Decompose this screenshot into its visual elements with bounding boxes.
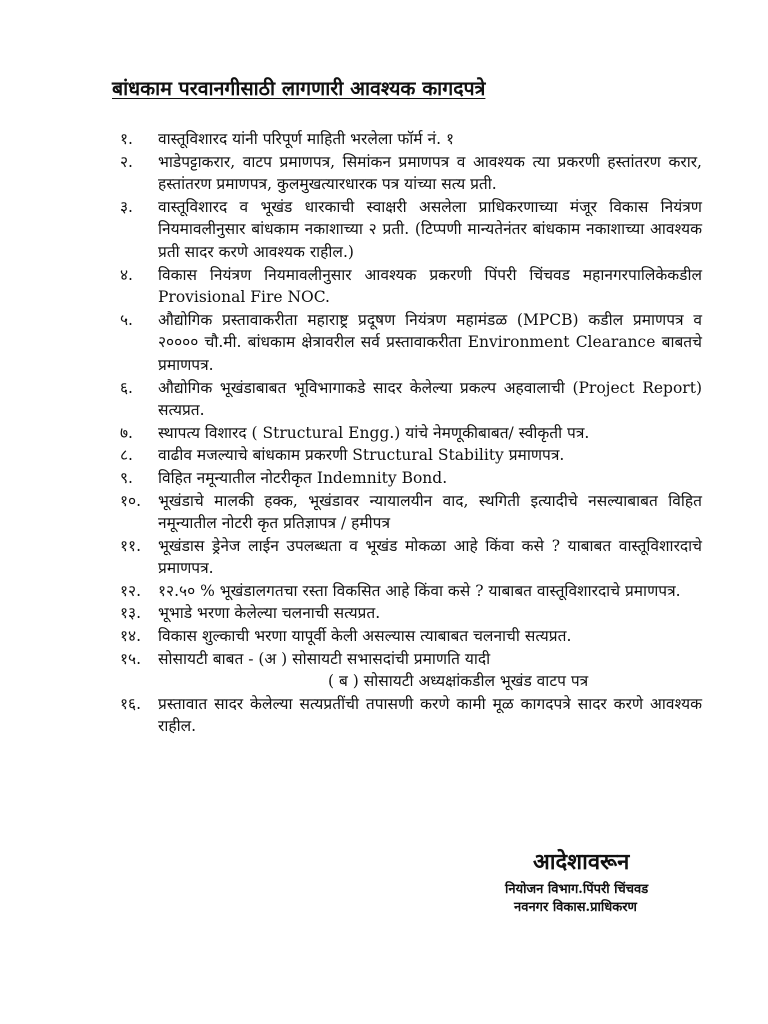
- page-title: बांधकाम परवानगीसाठी लागणारी आवश्यक कागदपत्रे: [112, 77, 486, 100]
- list-item: [120, 467, 702, 490]
- list-item-text: औद्योगिक भूखंडाबाबत भूविभागाकडे सादर केलेल्या प्रकल्प अहवालाची (Project Report) सत्यप्रत.: [158, 378, 702, 420]
- list-item: [120, 693, 702, 738]
- list-item: [120, 602, 702, 625]
- list-item-number: ६.: [120, 378, 133, 397]
- list-item-number: १.: [120, 130, 133, 148]
- list-item: [120, 377, 702, 422]
- list-item: [120, 151, 702, 196]
- list-item-text: प्रस्तावात सादर केलेल्या सत्यप्रतींची तपासणी करणे कामी मूळ कागदपत्रे सादर करणे आवश्यक राहील.: [158, 694, 702, 736]
- list-item-number: ७.: [120, 423, 133, 442]
- list-item-number: ३.: [120, 197, 133, 216]
- list-item-text: १२.५० % भूखंडालगतचा रस्ता विकसित आहे किंवा कसे ? याबाबत वास्तूविशारदाचे प्रमाणपत्र.: [158, 581, 681, 600]
- list-item-number: १५.: [120, 649, 142, 668]
- document-list: [120, 128, 702, 738]
- list-item-text: भाडेपट्टाकरार, वाटप प्रमाणपत्र, सिमांकन प्रमाणपत्र व आवश्यक त्या प्रकरणी हस्तांतरण करार, हस्तांतरण प्रमाणपत्र, कुलमुखत्यारधारक पत्र यांच्या सत्य प्रती.: [158, 152, 702, 194]
- list-item-number: १३.: [120, 604, 142, 623]
- list-item: [120, 264, 702, 309]
- list-item-text: भूखंडास ड्रेनेज लाईन उपलब्धता व भूखंड मोकळा आहे किंवा कसे ? याबाबत वास्तूविशारदाचे प्रमाणपत्र.: [158, 536, 702, 578]
- list-item-number: ४.: [120, 265, 133, 284]
- list-item: [120, 490, 702, 535]
- list-item: [120, 648, 702, 671]
- list-item-number: ९.: [120, 468, 133, 487]
- list-item-number: ८.: [120, 446, 133, 465]
- list-item-text: विहित नमून्यातील नोटरीकृत Indemnity Bond.: [158, 468, 448, 487]
- list-item-text: वाढीव मजल्याचे बांधकाम प्रकरणी Structural Stability प्रमाणपत्र.: [158, 446, 565, 465]
- list-item-continuation: [120, 670, 702, 693]
- signature-order-line: आदेशावरून: [533, 849, 630, 875]
- list-item: [120, 128, 702, 151]
- list-item-number: १६.: [120, 694, 142, 713]
- list-item-number: २.: [120, 152, 133, 171]
- list-item-number: ५.: [120, 310, 133, 329]
- list-item-number: १४.: [120, 627, 142, 646]
- list-item-text: स्थापत्य विशारद ( Structural Engg.) यांचे नेमणूकीबाबत/ स्वीकृती पत्र.: [158, 423, 590, 442]
- list-item-number: १०.: [120, 491, 142, 510]
- list-item-text: ( ब ) सोसायटी अध्यक्षांकडील भूखंड वाटप पत्र: [328, 672, 589, 691]
- list-item: [120, 580, 702, 603]
- list-item-number: १२.: [120, 581, 142, 600]
- list-item-text: विकास शुल्काची भरणा यापूर्वी केली असल्यास त्याबाबत चलनाची सत्यप्रत.: [158, 627, 572, 646]
- list-item-number: ११.: [120, 536, 142, 555]
- list-item-text: वास्तूविशारद यांनी परिपूर्ण माहिती भरलेला फॉर्म नं. १: [158, 130, 455, 148]
- list-item: [120, 309, 702, 377]
- list-item: [120, 444, 702, 467]
- list-item: [120, 535, 702, 580]
- list-item-text: भूखंडाचे मालकी हक्क, भूखंडावर न्यायालयीन वाद, स्थगिती इत्यादीचे नसल्याबाबत विहित नमून्यातील नोटरी कृत प्रतिज्ञापत्र / हमीपत्र: [158, 491, 702, 533]
- list-item: [120, 422, 702, 445]
- signature-department: नियोजन विभाग.पिंपरी चिंचवड: [505, 882, 649, 897]
- list-item: [120, 196, 702, 264]
- list-item: [120, 625, 702, 648]
- list-item-text: सोसायटी बाबत - (अ ) सोसायटी सभासदांची प्रमाणति यादी: [158, 649, 491, 668]
- list-item-text: वास्तूविशारद व भूखंड धारकाची स्वाक्षरी असलेला प्राधिकरणाच्या मंजूर विकास नियंत्रण नियमावलीनुसार बांधकाम नकाशाच्या २ प्रती. (टिप्पणी मान्यतेनंतर बांधकाम नकाशाच्या आवश्यक प्रती सादर करणे आवश्यक राहील.): [158, 197, 702, 261]
- list-item-text: औद्योगिक प्रस्तावाकरीता महाराष्ट्र प्रदूषण नियंत्रण महामंडळ (MPCB) कडील प्रमाणपत्र व २०००० चौ.मी. बांधकाम क्षेत्रावरील सर्व प्रस्तावाकरीता Environment Clearance बाबतचे प्रमाणपत्र.: [158, 310, 702, 374]
- list-item-text: विकास नियंत्रण नियमावलीनुसार आवश्यक प्रकरणी पिंपरी चिंचवड महानगरपालिकेकडील Provisional Fire NOC.: [158, 265, 702, 307]
- list-item-text: भूभाडे भरणा केलेल्या चलनाची सत्यप्रत.: [158, 604, 381, 623]
- signature-authority: नवनगर विकास.प्राधिकरण: [514, 900, 637, 915]
